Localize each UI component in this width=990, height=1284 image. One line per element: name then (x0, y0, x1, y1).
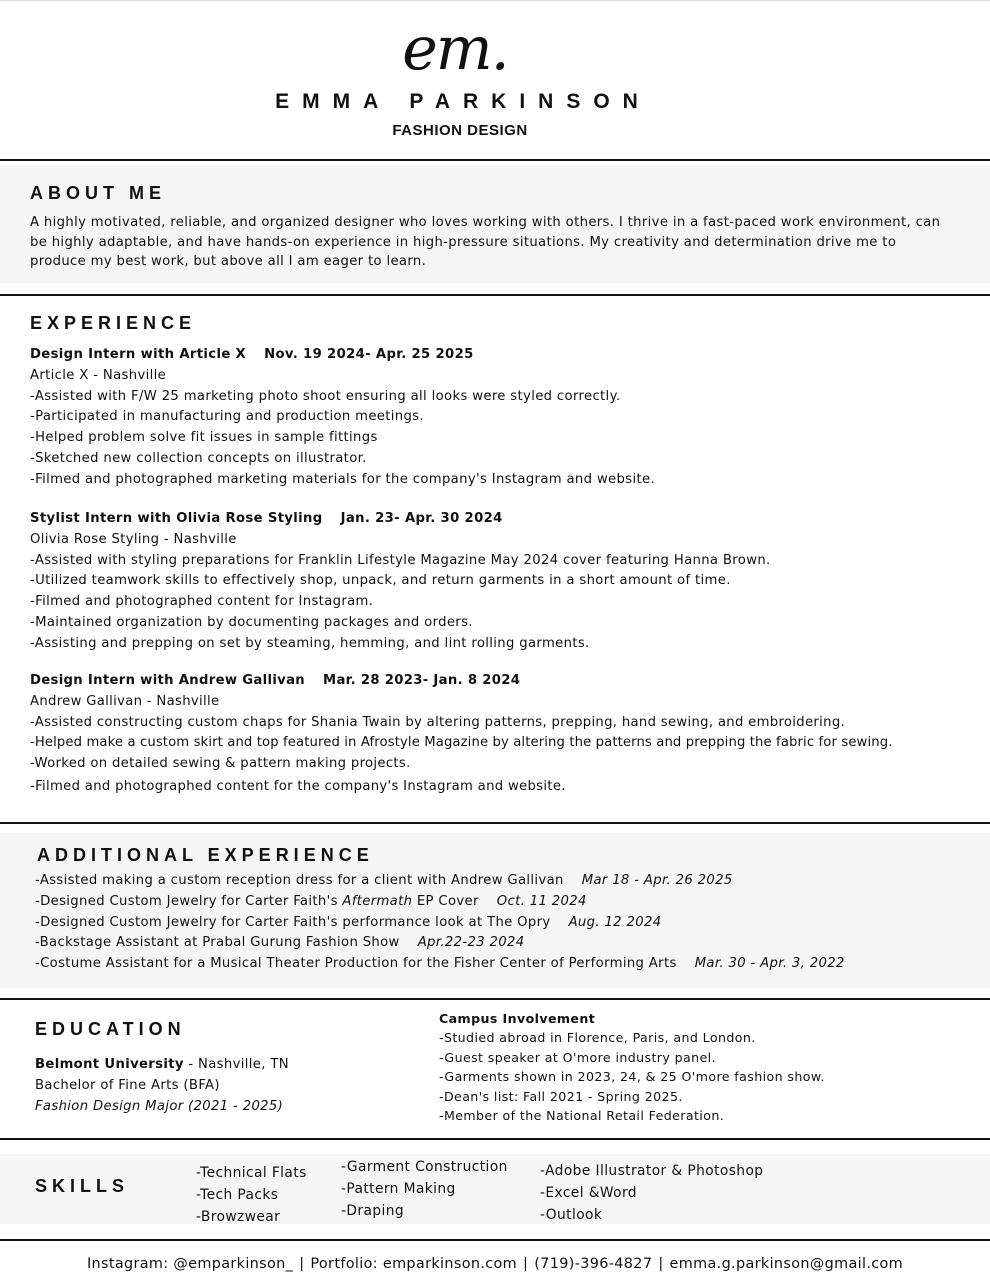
job-bullet: -Maintained organization by documenting packages and orders. (30, 614, 473, 630)
skills-title: SKILLS (35, 1176, 130, 1196)
additional-item-text: -Designed Custom Jewelry for Carter Faith's performance look at The Opry (35, 914, 551, 930)
job-2 (30, 509, 771, 655)
job-company: Andrew Gallivan - Nashville (30, 693, 220, 709)
campus-item: -Member of the National Retail Federation. (439, 1108, 725, 1124)
additional-title: ADDITIONAL EXPERIENCE (37, 845, 374, 865)
additional-item-text: -Designed Custom Jewelry for Carter Faith's (35, 893, 343, 909)
divider (0, 998, 990, 1000)
skill-item: -Tech Packs (196, 1187, 279, 1203)
additional-item-text: -Backstage Assistant at Prabal Gurung Fashion Show (35, 935, 400, 951)
job-bullet: -Sketched new collection concepts on illustrator. (30, 450, 367, 466)
job-header (30, 671, 893, 692)
campus-involvement (439, 1009, 825, 1125)
job-header (30, 509, 771, 530)
major: Fashion Design Major (2021 - 2025) (35, 1098, 284, 1114)
about-text: A highly motivated, reliable, and organized designer who loves working with others. I thrive in a fast-paced work environment, can be highly adaptable, and have hands-on experience in high-pressure situations. My creativity and determination drive me to produce my best work, but above all I am eager to learn. (30, 215, 941, 269)
divider (0, 1239, 990, 1241)
additional-item (35, 871, 845, 892)
additional-item (35, 954, 845, 975)
skill-item: -Pattern Making (341, 1181, 456, 1197)
job-dates: Mar. 28 2023- Jan. 8 2024 (323, 673, 521, 688)
job-company: Article X - Nashville (30, 367, 167, 383)
skill-item: -Outlook (540, 1207, 603, 1223)
job-bullet: -Filmed and photographed marketing materials for the company's Instagram and website. (30, 471, 655, 487)
school-location: - Nashville, TN (183, 1057, 289, 1072)
experience-title: EXPERIENCE (30, 313, 197, 333)
campus-item: -Dean's list: Fall 2021 - Spring 2025. (439, 1088, 683, 1104)
job-1 (30, 345, 655, 491)
job-bullet: -Worked on detailed sewing & pattern making projects. (30, 756, 411, 772)
job-bullet: -Helped make a custom skirt and top featured in Afrostyle Magazine by altering the patterns and prepping the fabric for sewing. (30, 735, 893, 751)
monogram-logo: em. (402, 14, 508, 84)
job-bullet: -Filmed and photographed content for the company's Instagram and website. (30, 778, 566, 794)
education-title: EDUCATION (35, 1019, 186, 1039)
additional-item (35, 933, 845, 954)
additional-item-text: -Costume Assistant for a Musical Theater Production for the Fisher Center of Performing Arts (35, 956, 677, 972)
job-role: Stylist Intern with Olivia Rose Styling (30, 511, 323, 526)
skill-item: -Browzwear (196, 1209, 281, 1225)
additional-list (35, 871, 845, 975)
skill-item: -Draping (341, 1203, 405, 1219)
additional-item-date: Apr.22-23 2024 (417, 935, 525, 951)
job-role: Design Intern with Article X (30, 347, 247, 362)
portfolio-link[interactable]: Portfolio: emparkinson.com (310, 1256, 518, 1272)
divider (0, 1138, 990, 1140)
degree: Bachelor of Fine Arts (BFA) (35, 1077, 220, 1093)
candidate-name: EMMA PARKINSON (275, 90, 651, 113)
skills-column-2 (341, 1156, 508, 1222)
about-title: ABOUT ME (30, 183, 166, 203)
job-dates: Nov. 19 2024- Apr. 25 2025 (264, 347, 474, 362)
job-role: Design Intern with Andrew Gallivan (30, 673, 305, 688)
job-header (30, 345, 655, 366)
skill-item: -Adobe Illustrator & Photoshop (540, 1163, 764, 1179)
additional-item (35, 913, 845, 934)
divider (0, 294, 990, 296)
job-bullet: -Assisted constructing custom chaps for Shania Twain by altering patterns, prepping, hand sewing, and embroidering. (30, 714, 846, 730)
skills-column-3 (540, 1160, 763, 1226)
campus-item: -Garments shown in 2023, 24, & 25 O'more fashion show. (439, 1069, 825, 1085)
additional-item-text: EP Cover (412, 893, 479, 909)
campus-item: -Studied abroad in Florence, Paris, and London. (439, 1030, 756, 1046)
additional-item-date: Oct. 11 2024 (496, 893, 587, 909)
education-school-line (35, 1055, 289, 1076)
divider (0, 822, 990, 824)
job-bullet: -Helped problem solve fit issues in sample fittings (30, 430, 378, 446)
additional-item-date: Mar. 30 - Apr. 3, 2022 (694, 956, 845, 972)
candidate-title: FASHION DESIGN (392, 122, 528, 139)
job-3 (30, 671, 893, 798)
school-name: Belmont University (35, 1057, 184, 1072)
skills-column-1 (196, 1162, 307, 1228)
phone-number[interactable]: (719)-396-4827 (534, 1256, 653, 1272)
job-bullet: -Participated in manufacturing and production meetings. (30, 409, 424, 425)
separator: | (523, 1256, 529, 1272)
job-bullet: -Assisted with F/W 25 marketing photo shoot ensuring all looks were styled correctly. (30, 388, 621, 404)
album-title: Aftermath (342, 893, 413, 909)
job-bullet: -Filmed and photographed content for Instagram. (30, 594, 374, 610)
top-border (0, 0, 990, 1)
job-company: Olivia Rose Styling - Nashville (30, 531, 237, 547)
job-bullet: -Assisted with styling preparations for Franklin Lifestyle Magazine May 2024 cover featuring Hanna Brown. (30, 552, 771, 568)
job-bullet: -Utilized teamwork skills to effectively shop, unpack, and return garments in a short amount of time. (30, 573, 731, 589)
separator: | (658, 1256, 664, 1272)
campus-title: Campus Involvement (439, 1011, 596, 1026)
campus-item: -Guest speaker at O'more industry panel. (439, 1049, 716, 1065)
additional-item (35, 892, 845, 913)
email-link[interactable]: emma.g.parkinson@gmail.com (669, 1256, 904, 1272)
education-details (35, 1055, 289, 1117)
divider (0, 159, 990, 161)
separator: | (299, 1256, 305, 1272)
skill-item: -Garment Construction (341, 1159, 508, 1175)
additional-item-date: Aug. 12 2024 (568, 914, 662, 930)
additional-item-text: -Assisted making a custom reception dress for a client with Andrew Gallivan (35, 873, 564, 888)
contact-footer (0, 1254, 990, 1274)
instagram-handle[interactable]: Instagram: @emparkinson_ (86, 1256, 294, 1272)
skill-item: -Technical Flats (196, 1165, 307, 1181)
job-dates: Jan. 23- Apr. 30 2024 (340, 511, 503, 526)
additional-item-date: Mar 18 - Apr. 26 2025 (581, 873, 733, 888)
skill-item: -Excel &Word (540, 1185, 637, 1201)
job-bullet: -Assisting and prepping on set by steaming, hemming, and lint rolling garments. (30, 635, 590, 651)
